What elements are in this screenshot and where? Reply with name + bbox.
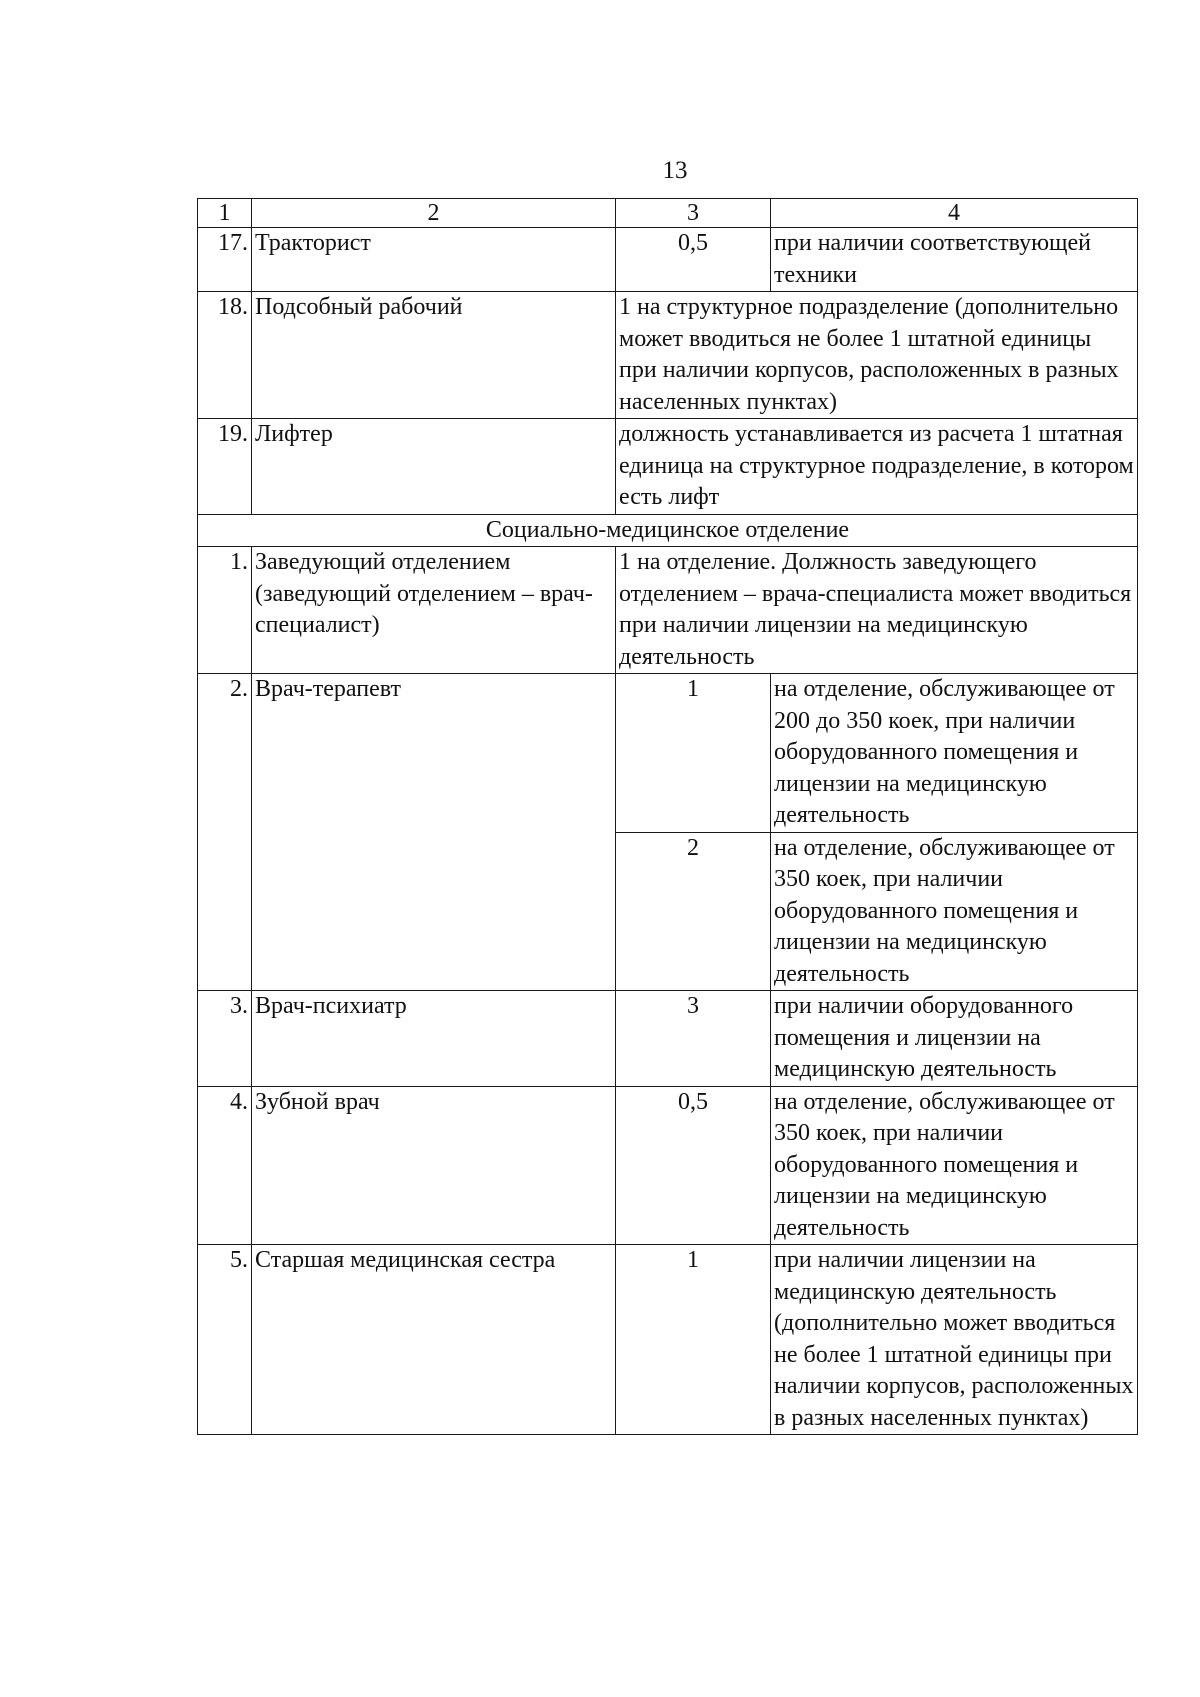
staff-units: 3 [616,991,771,1087]
position-name: Врач-психиатр [252,991,616,1087]
header-cell-4: 4 [771,199,1138,228]
table-row [198,292,1138,419]
merged-note: должность устанавливается из расчета 1 штатная единица на структурное подразделение, в котором есть лифт [616,419,1138,515]
header-cell-2: 2 [252,199,616,228]
table-row [198,991,1138,1087]
table-row [198,1086,1138,1245]
staff-units: 0,5 [616,228,771,292]
merged-note: 1 на структурное подразделение (дополнительно может вводиться не более 1 штатной единицы при наличии корпусов, расположенных в разных населенных пунктах) [616,292,1138,419]
table-row [198,228,1138,292]
table-row [198,419,1138,515]
condition-text: при наличии оборудованного помещения и лицензии на медицинскую деятельность [771,991,1138,1087]
staffing-table [197,198,1138,1435]
table-row [198,547,1138,674]
row-number: 18. [198,292,252,419]
page-number: 13 [662,157,688,184]
staff-units: 1 [616,1245,771,1435]
table-row [198,1245,1138,1435]
position-name: Тракторист [252,228,616,292]
staff-units: 0,5 [616,1086,771,1245]
position-name: Подсобный рабочий [252,292,616,419]
position-name: Лифтер [252,419,616,515]
condition-text: на отделение, обслуживающее от 350 коек, при наличии оборудованного помещения и лицензии на медицинскую деятельность [771,1086,1138,1245]
table-row [198,674,1138,833]
section-row [198,514,1138,547]
condition-text: при наличии соответствующей техники [771,228,1138,292]
condition-text: на отделение, обслуживающее от 350 коек, при наличии оборудованного помещения и лицензии на медицинскую деятельность [771,832,1138,991]
position-name: Старшая медицинская сестра [252,1245,616,1435]
row-number: 1. [198,547,252,674]
row-number: 17. [198,228,252,292]
row-number: 4. [198,1086,252,1245]
staff-units: 2 [616,832,771,991]
header-cell-3: 3 [616,199,771,228]
position-name: Зубной врач [252,1086,616,1245]
staff-units: 1 [616,674,771,833]
condition-text: на отделение, обслуживающее от 200 до 350 коек, при наличии оборудованного помещения и лицензии на медицинскую деятельность [771,674,1138,833]
row-number: 3. [198,991,252,1087]
row-number: 2. [198,674,252,991]
position-name: Врач-терапевт [252,674,616,991]
position-name: Заведующий отделением (заведующий отделением – врач-специалист) [252,547,616,674]
section-title: Социально-медицинское отделение [198,514,1138,547]
table-header-row [198,199,1138,228]
header-cell-1: 1 [198,199,252,228]
condition-text: при наличии лицензии на медицинскую деятельность (дополнительно может вводиться не более 1 штатной единицы при наличии корпусов, расположенных в разных населенных пунктах) [771,1245,1138,1435]
row-number: 19. [198,419,252,515]
merged-note: 1 на отделение. Должность заведующего отделением – врача-специалиста может вводиться при наличии лицензии на медицинскую деятельность [616,547,1138,674]
row-number: 5. [198,1245,252,1435]
